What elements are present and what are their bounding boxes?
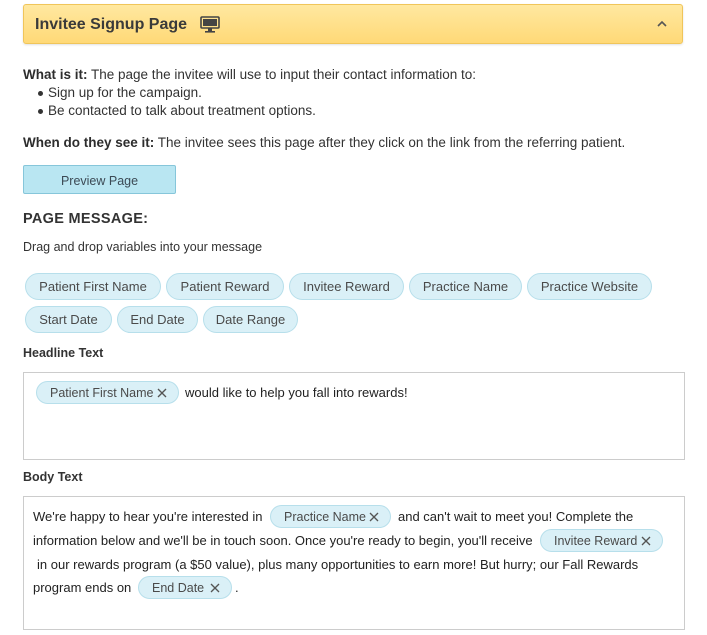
variable-chip-invitee-reward[interactable]: Invitee Reward [289, 273, 404, 300]
tag-label: End Date [152, 580, 205, 595]
variable-chip-end-date[interactable]: End Date [117, 306, 198, 333]
remove-tag-icon[interactable] [369, 512, 379, 522]
when-see-it-label: When do they see it: [23, 135, 155, 150]
when-see-it [23, 135, 625, 150]
headline-tag-patient-first-name[interactable] [36, 381, 179, 404]
remove-tag-icon[interactable] [641, 536, 651, 546]
body-text-line1a: We're happy to hear you're interested in [33, 509, 263, 524]
variable-chip-patient-first-name[interactable]: Patient First Name [25, 273, 161, 300]
tag-label: Patient First Name [50, 385, 154, 400]
body-tag-practice-name[interactable] [270, 505, 391, 528]
variable-chip-date-range[interactable]: Date Range [203, 306, 298, 333]
body-text-line4b: . [235, 580, 239, 595]
page-message-hint: Drag and drop variables into your message [23, 240, 263, 254]
variable-chip-practice-name[interactable]: Practice Name [409, 273, 522, 300]
page-message-title: PAGE MESSAGE: [23, 211, 149, 227]
list-item: Sign up for the campaign. [48, 84, 316, 102]
headline-editor[interactable] [23, 372, 685, 460]
body-editor[interactable] [23, 496, 685, 630]
body-text-line2a: information below and we'll be in touch soon. Once you're ready to begin, you'll receive [33, 533, 533, 548]
headline-label: Headline Text [23, 346, 104, 360]
body-text-line1b: and can't wait to meet you! Complete the [398, 509, 634, 524]
remove-tag-icon[interactable] [210, 583, 220, 593]
what-is-it-text: The page the invitee will use to input their contact information to: [91, 67, 476, 82]
what-is-it [23, 67, 476, 82]
what-is-it-list [48, 84, 316, 120]
tag-label: Invitee Reward [554, 533, 638, 548]
chevron-up-icon[interactable] [656, 19, 668, 29]
variable-chip-practice-website[interactable]: Practice Website [527, 273, 652, 300]
variable-chip-patient-reward[interactable]: Patient Reward [166, 273, 284, 300]
section-header[interactable] [23, 4, 683, 44]
when-see-it-text: The invitee sees this page after they click on the link from the referring patient. [157, 135, 626, 150]
body-text-line3: in our rewards program (a $50 value), plus many opportunities to earn more! But hurry; our Fall Rewards [37, 557, 639, 572]
remove-tag-icon[interactable] [157, 388, 167, 398]
body-label: Body Text [23, 470, 83, 484]
body-tag-end-date[interactable] [138, 576, 232, 599]
body-text-line4a: program ends on [33, 580, 132, 595]
headline-text: would like to help you fall into rewards! [185, 385, 408, 400]
variable-chip-start-date[interactable]: Start Date [25, 306, 112, 333]
list-item: Be contacted to talk about treatment options. [48, 103, 316, 118]
tag-label: Practice Name [284, 509, 366, 524]
body-tag-invitee-reward[interactable] [540, 529, 663, 552]
monitor-icon [200, 16, 220, 33]
what-is-it-label: What is it: [23, 67, 88, 82]
section-title: Invitee Signup Page [35, 16, 188, 33]
preview-page-button[interactable]: Preview Page [23, 165, 176, 194]
